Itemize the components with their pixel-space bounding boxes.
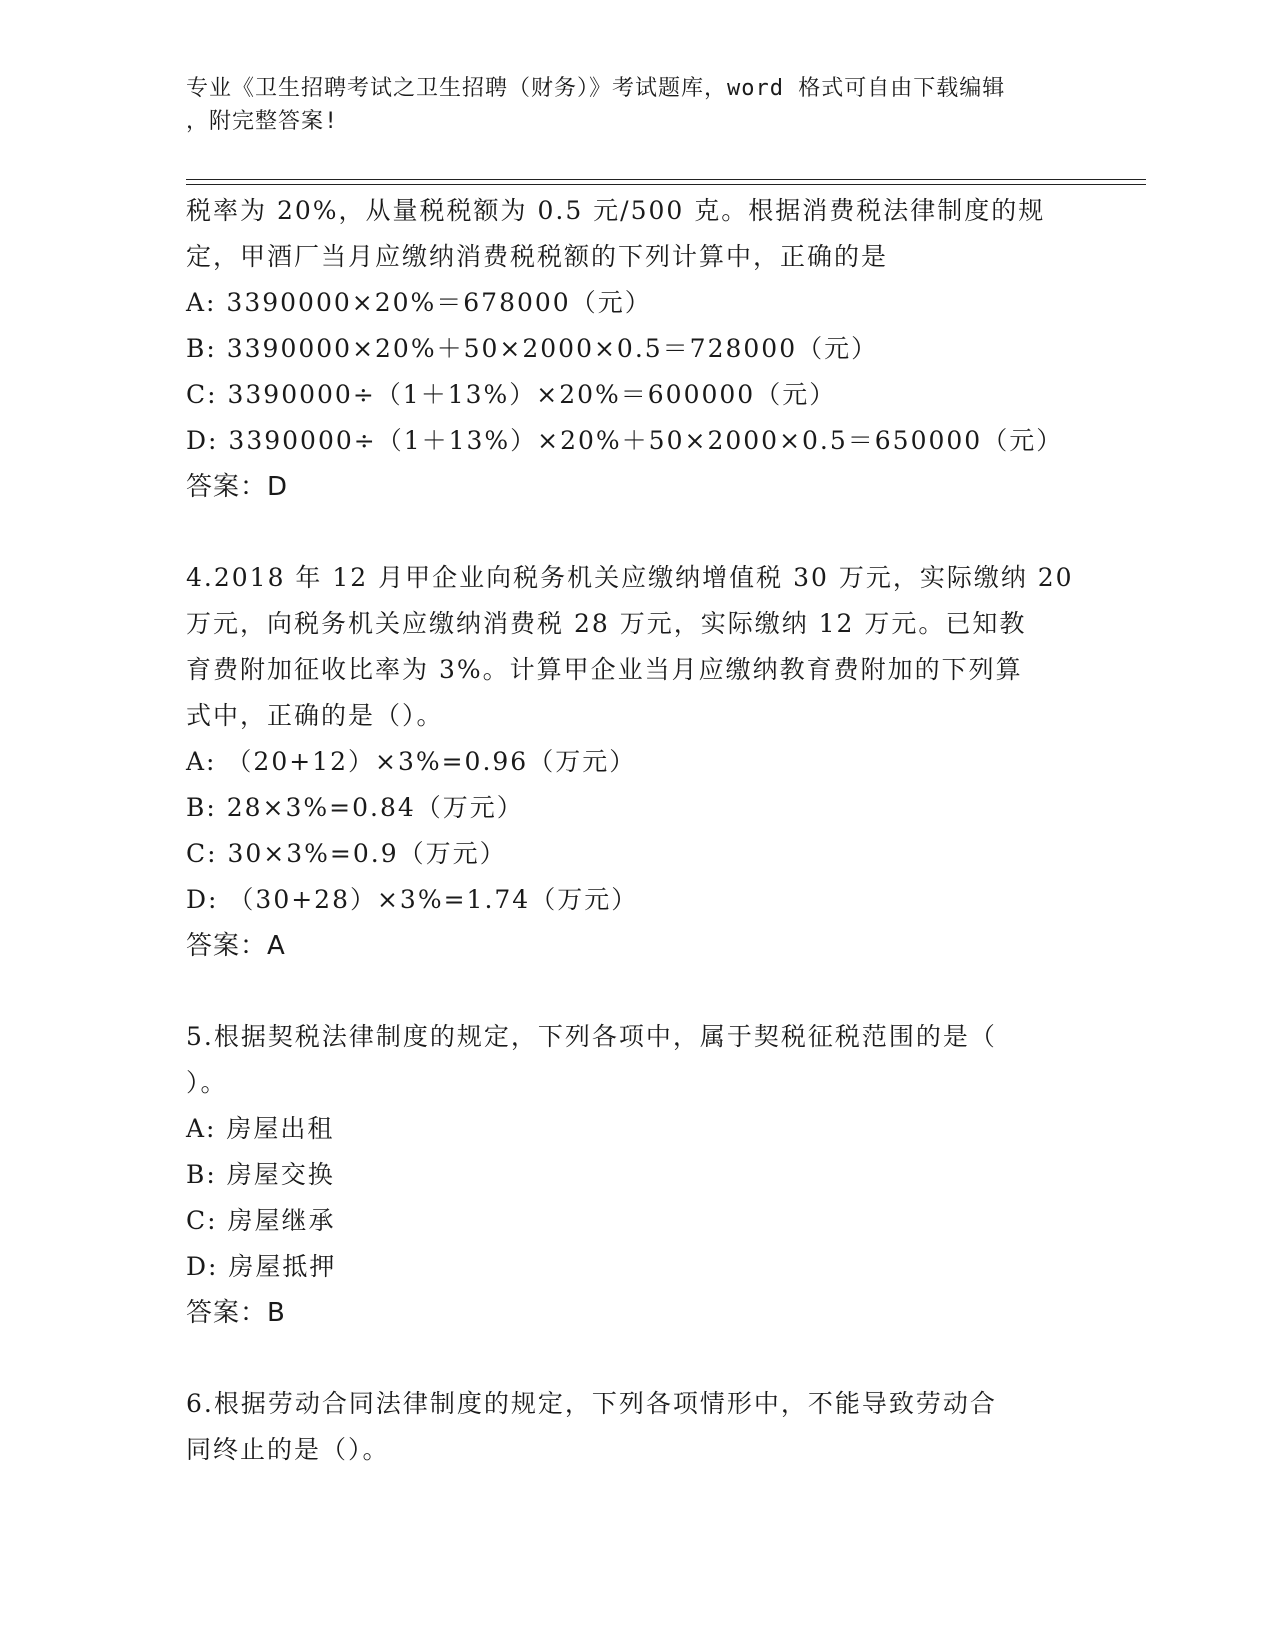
spacer — [186, 1336, 1066, 1381]
question-6 — [186, 1381, 1066, 1473]
question-text-line: 4.2018 年 12 月甲企业向税务机关应缴纳增值税 30 万元，实际缴纳 20 — [186, 563, 1074, 592]
question-text-line: 式中，正确的是（）。 — [186, 701, 444, 730]
option-c: C: 30×3%=0.9（万元） — [186, 839, 507, 868]
question-text-line: 万元，向税务机关应缴纳消费税 28 万元，实际缴纳 12 万元。已知教 — [186, 609, 1027, 638]
option-d: D: （30+28）×3%=1.74（万元） — [186, 885, 639, 914]
option-b: B: 28×3%=0.84（万元） — [186, 793, 524, 822]
answer: 答案：D — [186, 472, 289, 502]
option-b: B: 3390000×20%＋50×2000×0.5＝728000（元） — [186, 334, 879, 363]
question-text-line: 定，甲酒厂当月应缴纳消费税税额的下列计算中，正确的是 — [186, 242, 889, 271]
option-c: C: 3390000÷（1＋13%）×20%＝600000（元） — [186, 380, 837, 409]
question-text-line: 6.根据劳动合同法律制度的规定，下列各项情形中，不能导致劳动合 — [186, 1389, 997, 1418]
option-a: A: 房屋出租 — [186, 1114, 335, 1143]
question-3 — [186, 188, 1066, 510]
option-d: D: 3390000÷（1＋13%）×20%＋50×2000×0.5＝650000（元） — [186, 426, 1064, 455]
document-header — [186, 72, 1066, 138]
header-rule-top — [186, 179, 1146, 180]
question-4 — [186, 555, 1074, 969]
option-b: B: 房屋交换 — [186, 1160, 335, 1189]
header-rule-bottom — [186, 184, 1146, 185]
option-d: D: 房屋抵押 — [186, 1252, 337, 1281]
option-a: A: （20+12）×3%=0.96（万元） — [186, 747, 637, 776]
question-text-line: ）。 — [186, 1068, 228, 1097]
answer: 答案：A — [186, 931, 286, 961]
spacer — [186, 510, 1066, 555]
option-a: A: 3390000×20%＝678000（元） — [186, 288, 652, 317]
question-text-line: 同终止的是（）。 — [186, 1435, 390, 1464]
header-line-2: ，附完整答案! — [186, 109, 339, 134]
question-5 — [186, 1014, 1066, 1336]
question-text-line: 税率为 20%，从量税税额为 0.5 元/500 克。根据消费税法律制度的规 — [186, 196, 1046, 225]
header-line-1: 专业《卫生招聘考试之卫生招聘（财务）》考试题库，word 格式可自由下载编辑 — [186, 76, 1006, 101]
answer: 答案：B — [186, 1298, 286, 1328]
option-c: C: 房屋继承 — [186, 1206, 336, 1235]
spacer — [186, 969, 1066, 1014]
document-body — [186, 188, 1074, 1473]
question-text-line: 育费附加征收比率为 3%。计算甲企业当月应缴纳教育费附加的下列算 — [186, 655, 1023, 684]
question-text-line: 5.根据契税法律制度的规定，下列各项中，属于契税征税范围的是（ — [186, 1022, 997, 1051]
